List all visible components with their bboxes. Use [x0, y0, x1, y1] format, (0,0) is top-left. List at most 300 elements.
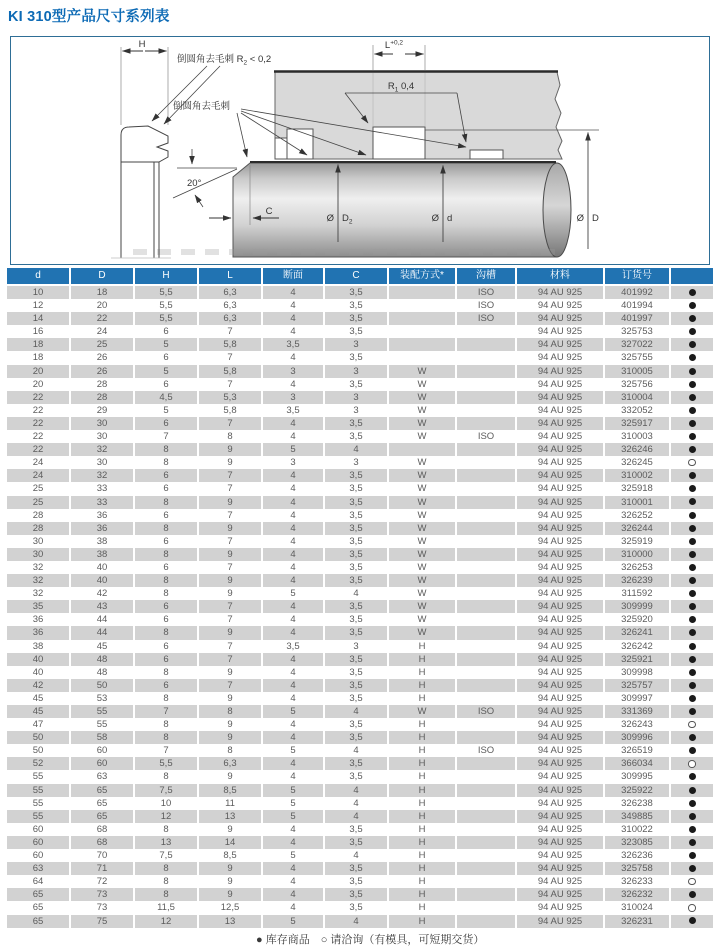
deburr-top-label: 倒圆角去毛刺 $R_2 < 0,2$ — [177, 54, 272, 67]
in-stock-icon — [689, 891, 696, 898]
cell-C: 3,5 — [325, 718, 387, 731]
cell-assembly: W — [389, 482, 455, 495]
table-row — [7, 509, 713, 522]
cell-L: 8 — [199, 430, 261, 443]
cell-assembly: W — [389, 430, 455, 443]
cell-groove: ISO — [457, 430, 515, 443]
cell-material: 94 AU 925 — [517, 404, 603, 417]
cell-L: 7 — [199, 613, 261, 626]
cell-C: 3,5 — [325, 757, 387, 770]
table-row — [7, 744, 713, 757]
cell-stock — [671, 548, 713, 561]
cell-section: 4 — [263, 862, 323, 875]
cell-L: 9 — [199, 692, 261, 705]
cell-L: 9 — [199, 496, 261, 509]
cell-d: 45 — [7, 692, 69, 705]
seal-profile — [111, 126, 171, 258]
cell-C: 4 — [325, 705, 387, 718]
cell-order-no: 366034 — [605, 757, 669, 770]
cell-order-no: 310024 — [605, 901, 669, 914]
cell-stock — [671, 587, 713, 600]
cell-order-no: 309997 — [605, 692, 669, 705]
cell-C: 3,5 — [325, 522, 387, 535]
cell-order-no: 310004 — [605, 391, 669, 404]
cell-D: 43 — [71, 600, 133, 613]
cell-order-no: 401997 — [605, 312, 669, 325]
cell-D: 20 — [71, 299, 133, 312]
cell-H: 8 — [135, 731, 197, 744]
cell-assembly: W — [389, 600, 455, 613]
stock-legend-footnote: ● 库存商品 ○ 请洽询（有模具，可短期交货） — [256, 934, 485, 946]
cell-H: 12 — [135, 915, 197, 928]
cell-D: 70 — [71, 849, 133, 862]
in-stock-icon — [689, 629, 696, 636]
cell-H: 6 — [135, 482, 197, 495]
cell-material: 94 AU 925 — [517, 496, 603, 509]
cell-section: 5 — [263, 587, 323, 600]
cell-H: 6 — [135, 325, 197, 338]
table-row — [7, 600, 713, 613]
column-header-order-no: 订货号 — [605, 268, 669, 286]
in-stock-icon — [689, 826, 696, 833]
cell-stock — [671, 901, 713, 914]
table-row — [7, 823, 713, 836]
cell-stock — [671, 666, 713, 679]
cell-order-no: 326253 — [605, 561, 669, 574]
cell-order-no: 326239 — [605, 574, 669, 587]
cell-assembly: W — [389, 522, 455, 535]
dimension-table — [5, 268, 715, 928]
cell-H: 7 — [135, 705, 197, 718]
cell-material: 94 AU 925 — [517, 443, 603, 456]
cell-H: 8 — [135, 718, 197, 731]
cell-assembly: W — [389, 469, 455, 482]
cell-C: 4 — [325, 744, 387, 757]
cell-section: 4 — [263, 679, 323, 692]
table-row — [7, 443, 713, 456]
cell-H: 8 — [135, 587, 197, 600]
in-stock-icon — [689, 433, 696, 440]
cell-material: 94 AU 925 — [517, 679, 603, 692]
column-header-assembly: 装配方式* — [389, 268, 455, 286]
cell-material: 94 AU 925 — [517, 718, 603, 731]
cell-d: 10 — [7, 286, 69, 299]
dim-l-label: $L^{+0,2}$ — [384, 39, 404, 51]
cell-section: 5 — [263, 797, 323, 810]
cell-H: 8 — [135, 888, 197, 901]
cell-section: 4 — [263, 600, 323, 613]
column-header-L: L — [199, 268, 261, 286]
cell-D: 68 — [71, 823, 133, 836]
cell-H: 5,5 — [135, 757, 197, 770]
cell-stock — [671, 770, 713, 783]
cell-L: 5,8 — [199, 404, 261, 417]
cell-L: 9 — [199, 718, 261, 731]
shaft-end-cap — [543, 163, 571, 257]
dim-h-label: H — [138, 39, 146, 50]
cell-material: 94 AU 925 — [517, 692, 603, 705]
cell-material: 94 AU 925 — [517, 351, 603, 364]
cell-d: 60 — [7, 836, 69, 849]
cell-C: 4 — [325, 797, 387, 810]
cell-H: 8 — [135, 692, 197, 705]
cell-order-no: 325919 — [605, 535, 669, 548]
cell-D: 50 — [71, 679, 133, 692]
in-stock-icon — [689, 354, 696, 361]
cell-groove — [457, 456, 515, 469]
table-row — [7, 496, 713, 509]
cell-assembly: H — [389, 836, 455, 849]
cell-material: 94 AU 925 — [517, 299, 603, 312]
table-row — [7, 482, 713, 495]
table-row — [7, 574, 713, 587]
cell-stock — [671, 509, 713, 522]
cell-C: 3,5 — [325, 496, 387, 509]
cell-L: 9 — [199, 770, 261, 783]
cell-C: 3,5 — [325, 548, 387, 561]
cell-assembly: W — [389, 509, 455, 522]
header-row — [7, 268, 713, 286]
cell-H: 12 — [135, 810, 197, 823]
cell-L: 9 — [199, 443, 261, 456]
cell-assembly: H — [389, 666, 455, 679]
cell-H: 8 — [135, 574, 197, 587]
cell-D: 44 — [71, 613, 133, 626]
cell-section: 3,5 — [263, 640, 323, 653]
cell-L: 13 — [199, 915, 261, 928]
table-row — [7, 626, 713, 639]
column-header-groove: 沟槽 — [457, 268, 515, 286]
column-header-d: d — [7, 268, 69, 286]
cell-section: 4 — [263, 509, 323, 522]
cell-H: 11,5 — [135, 901, 197, 914]
cell-C: 3 — [325, 365, 387, 378]
cell-H: 5,5 — [135, 286, 197, 299]
cell-stock — [671, 378, 713, 391]
cell-order-no: 326241 — [605, 626, 669, 639]
cell-section: 5 — [263, 784, 323, 797]
table-row — [7, 915, 713, 928]
cell-groove — [457, 600, 515, 613]
cell-H: 6 — [135, 417, 197, 430]
in-stock-icon — [689, 328, 696, 335]
cell-assembly: W — [389, 378, 455, 391]
cell-L: 14 — [199, 836, 261, 849]
cell-L: 11 — [199, 797, 261, 810]
cell-order-no: 310000 — [605, 548, 669, 561]
in-stock-icon — [689, 800, 696, 807]
cell-d: 12 — [7, 299, 69, 312]
cell-C: 3,5 — [325, 613, 387, 626]
cell-stock — [671, 391, 713, 404]
cell-C: 3,5 — [325, 351, 387, 364]
cell-order-no: 325757 — [605, 679, 669, 692]
cell-L: 7 — [199, 600, 261, 613]
in-stock-icon — [689, 695, 696, 702]
column-header-C: C — [325, 268, 387, 286]
cell-stock — [671, 692, 713, 705]
cell-stock — [671, 496, 713, 509]
table-row — [7, 888, 713, 901]
cell-groove — [457, 770, 515, 783]
cell-assembly: H — [389, 797, 455, 810]
in-stock-icon — [689, 498, 696, 505]
cell-material: 94 AU 925 — [517, 561, 603, 574]
cell-C: 3,5 — [325, 626, 387, 639]
table-row — [7, 351, 713, 364]
cell-section: 5 — [263, 915, 323, 928]
cell-assembly: H — [389, 744, 455, 757]
table-row — [7, 784, 713, 797]
cell-stock — [671, 797, 713, 810]
cell-d: 14 — [7, 312, 69, 325]
cell-groove — [457, 849, 515, 862]
in-stock-icon — [689, 381, 696, 388]
cell-H: 6 — [135, 679, 197, 692]
cell-order-no: 326252 — [605, 509, 669, 522]
cell-C: 3 — [325, 338, 387, 351]
cell-d: 55 — [7, 810, 69, 823]
cell-d: 60 — [7, 849, 69, 862]
cell-L: 9 — [199, 731, 261, 744]
cell-D: 29 — [71, 404, 133, 417]
cell-D: 44 — [71, 626, 133, 639]
cell-section: 4 — [263, 770, 323, 783]
cell-C: 3,5 — [325, 561, 387, 574]
cell-D: 40 — [71, 561, 133, 574]
cell-C: 4 — [325, 587, 387, 600]
cell-D: 65 — [71, 810, 133, 823]
cell-L: 8,5 — [199, 849, 261, 862]
cell-d: 65 — [7, 915, 69, 928]
table-row — [7, 548, 713, 561]
cell-assembly: H — [389, 640, 455, 653]
cell-order-no: 310005 — [605, 365, 669, 378]
table-row — [7, 613, 713, 626]
cell-H: 8 — [135, 626, 197, 639]
cell-L: 5,8 — [199, 338, 261, 351]
cell-stock — [671, 744, 713, 757]
cell-D: 22 — [71, 312, 133, 325]
table-row — [7, 561, 713, 574]
cell-section: 4 — [263, 875, 323, 888]
cell-groove: ISO — [457, 705, 515, 718]
cell-material: 94 AU 925 — [517, 705, 603, 718]
cell-L: 7 — [199, 417, 261, 430]
cell-H: 8 — [135, 443, 197, 456]
on-request-icon — [688, 904, 696, 912]
cell-D: 18 — [71, 286, 133, 299]
cell-L: 7 — [199, 679, 261, 692]
cell-H: 6 — [135, 653, 197, 666]
cell-H: 6 — [135, 535, 197, 548]
cell-order-no: 310022 — [605, 823, 669, 836]
cell-material: 94 AU 925 — [517, 417, 603, 430]
table-row — [7, 325, 713, 338]
dim-c-label: C — [265, 206, 273, 217]
cell-L: 9 — [199, 888, 261, 901]
cell-assembly: H — [389, 862, 455, 875]
cell-assembly: H — [389, 653, 455, 666]
cell-stock — [671, 535, 713, 548]
cell-assembly — [389, 312, 455, 325]
cell-H: 5,5 — [135, 312, 197, 325]
cell-section: 4 — [263, 731, 323, 744]
cell-groove — [457, 482, 515, 495]
cell-H: 7,5 — [135, 849, 197, 862]
cell-stock — [671, 757, 713, 770]
cell-H: 8 — [135, 522, 197, 535]
cell-d: 50 — [7, 731, 69, 744]
angle-annotation — [173, 149, 237, 207]
cell-assembly: W — [389, 496, 455, 509]
cell-section: 5 — [263, 443, 323, 456]
cell-d: 38 — [7, 640, 69, 653]
cell-section: 4 — [263, 482, 323, 495]
in-stock-icon — [689, 852, 696, 859]
table-row — [7, 862, 713, 875]
cell-C: 3,5 — [325, 862, 387, 875]
cell-order-no: 401992 — [605, 286, 669, 299]
cell-d: 30 — [7, 548, 69, 561]
cell-assembly: H — [389, 731, 455, 744]
cell-section: 4 — [263, 522, 323, 535]
cell-material: 94 AU 925 — [517, 849, 603, 862]
cell-d: 32 — [7, 561, 69, 574]
in-stock-icon — [689, 603, 696, 610]
cell-section: 4 — [263, 901, 323, 914]
cell-section: 4 — [263, 666, 323, 679]
table-row — [7, 391, 713, 404]
cell-groove — [457, 901, 515, 914]
on-request-icon — [688, 760, 696, 768]
table-row — [7, 653, 713, 666]
cell-stock — [671, 417, 713, 430]
cell-D: 42 — [71, 587, 133, 600]
cell-C: 3,5 — [325, 574, 387, 587]
cell-section: 3 — [263, 456, 323, 469]
cell-D: 55 — [71, 705, 133, 718]
cell-L: 13 — [199, 810, 261, 823]
cell-L: 7 — [199, 509, 261, 522]
cell-d: 32 — [7, 587, 69, 600]
cell-order-no: 326236 — [605, 849, 669, 862]
cell-section: 4 — [263, 351, 323, 364]
cell-assembly: W — [389, 365, 455, 378]
table-row — [7, 718, 713, 731]
cell-D: 72 — [71, 875, 133, 888]
cell-d: 20 — [7, 378, 69, 391]
cell-H: 6 — [135, 469, 197, 482]
cell-H: 13 — [135, 836, 197, 849]
cell-assembly: H — [389, 770, 455, 783]
cell-section: 4 — [263, 417, 323, 430]
cell-D: 38 — [71, 548, 133, 561]
cell-d: 25 — [7, 496, 69, 509]
cell-stock — [671, 679, 713, 692]
cell-L: 7 — [199, 469, 261, 482]
technical-drawing-panel — [10, 36, 710, 265]
cell-C: 3,5 — [325, 836, 387, 849]
cell-H: 8 — [135, 823, 197, 836]
in-stock-icon — [689, 394, 696, 401]
cell-material: 94 AU 925 — [517, 888, 603, 901]
cell-L: 9 — [199, 823, 261, 836]
cell-H: 8 — [135, 875, 197, 888]
in-stock-icon — [689, 773, 696, 780]
cell-assembly — [389, 325, 455, 338]
cell-stock — [671, 862, 713, 875]
cell-d: 25 — [7, 482, 69, 495]
cell-H: 6 — [135, 561, 197, 574]
cell-L: 7 — [199, 378, 261, 391]
cell-D: 55 — [71, 718, 133, 731]
cell-groove — [457, 548, 515, 561]
table-row — [7, 417, 713, 430]
cell-C: 4 — [325, 810, 387, 823]
in-stock-icon — [689, 747, 696, 754]
cell-D: 33 — [71, 482, 133, 495]
cell-C: 3 — [325, 456, 387, 469]
cell-material: 94 AU 925 — [517, 600, 603, 613]
cell-section: 5 — [263, 705, 323, 718]
cell-stock — [671, 705, 713, 718]
cell-H: 8 — [135, 862, 197, 875]
cell-order-no: 326246 — [605, 443, 669, 456]
cell-section: 4 — [263, 574, 323, 587]
cell-order-no: 309996 — [605, 731, 669, 744]
cell-section: 4 — [263, 692, 323, 705]
cell-material: 94 AU 925 — [517, 875, 603, 888]
dia-d2-symbol: Ø — [326, 213, 334, 224]
cell-order-no: 310002 — [605, 469, 669, 482]
in-stock-icon — [689, 420, 696, 427]
cell-assembly: H — [389, 901, 455, 914]
page-title: KI 310型产品尺寸系列表 — [8, 9, 170, 25]
cell-L: 5,3 — [199, 391, 261, 404]
cell-material: 94 AU 925 — [517, 286, 603, 299]
cell-L: 7 — [199, 535, 261, 548]
cell-order-no: 309999 — [605, 600, 669, 613]
in-stock-icon — [689, 472, 696, 479]
cell-stock — [671, 731, 713, 744]
table-row — [7, 299, 713, 312]
table-row — [7, 836, 713, 849]
cell-d: 20 — [7, 365, 69, 378]
cell-H: 10 — [135, 797, 197, 810]
cell-groove — [457, 823, 515, 836]
table-row — [7, 797, 713, 810]
cell-d: 40 — [7, 666, 69, 679]
in-stock-icon — [689, 446, 696, 453]
in-stock-icon — [689, 643, 696, 650]
cell-material: 94 AU 925 — [517, 770, 603, 783]
cell-order-no: 325917 — [605, 417, 669, 430]
cell-order-no: 323085 — [605, 836, 669, 849]
cell-D: 48 — [71, 666, 133, 679]
cell-C: 3,5 — [325, 600, 387, 613]
cell-C: 3,5 — [325, 430, 387, 443]
cell-material: 94 AU 925 — [517, 836, 603, 849]
in-stock-icon — [689, 734, 696, 741]
cell-stock — [671, 613, 713, 626]
cell-d: 64 — [7, 875, 69, 888]
cell-L: 7 — [199, 325, 261, 338]
cell-d: 22 — [7, 430, 69, 443]
cell-stock — [671, 286, 713, 299]
cell-D: 26 — [71, 351, 133, 364]
cell-stock — [671, 469, 713, 482]
